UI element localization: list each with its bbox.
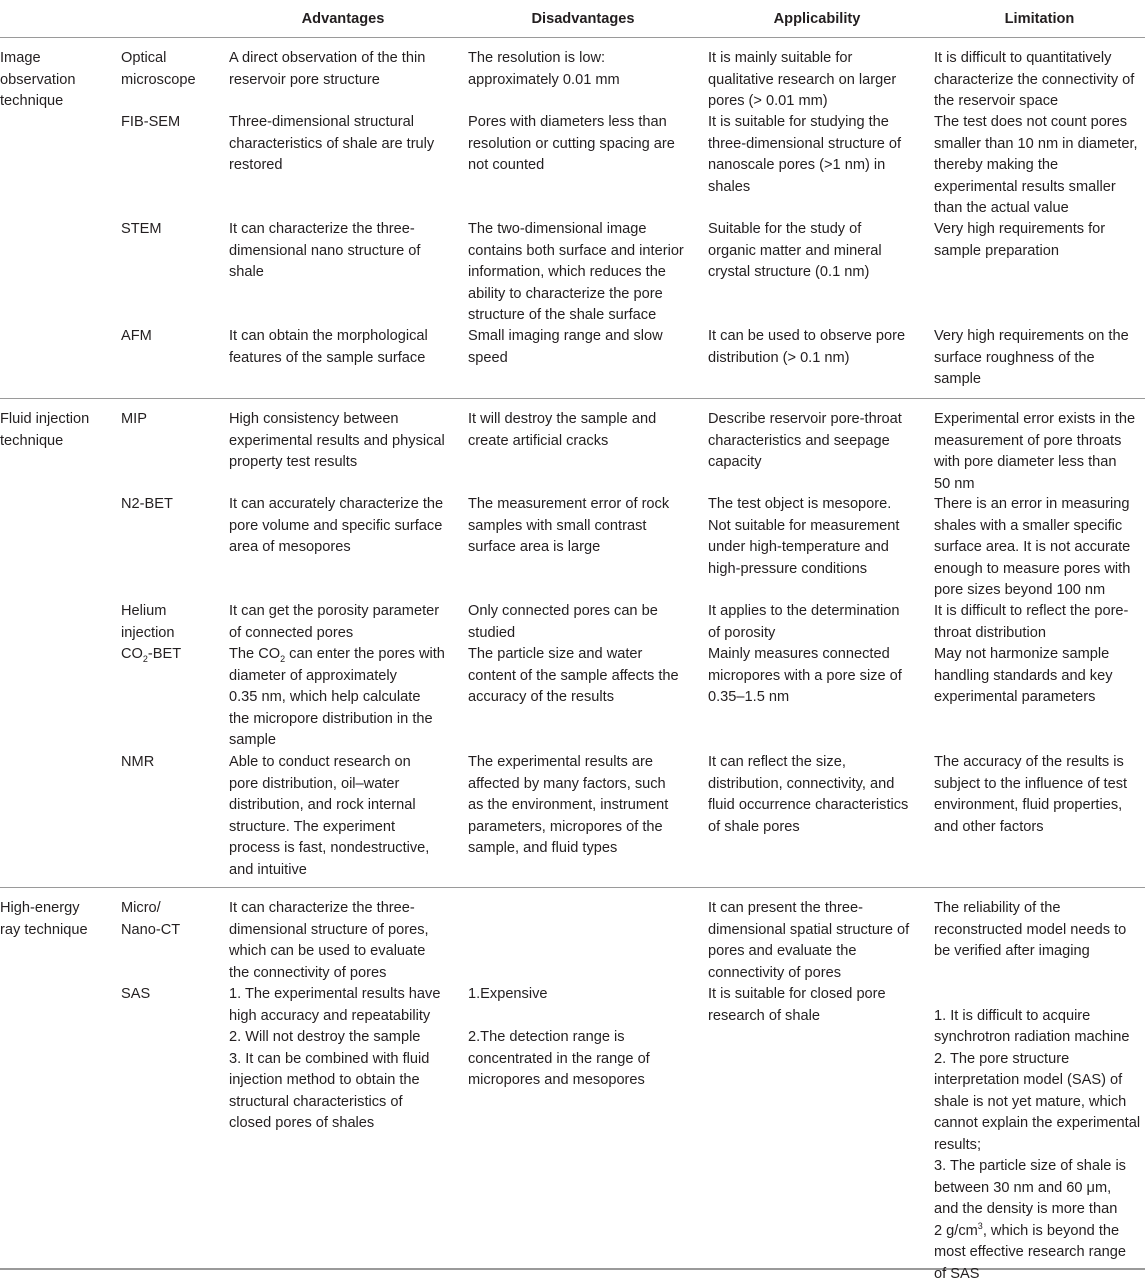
column-header-applicability: Applicability	[773, 11, 861, 27]
advantages-cell: It can characterize the three- dimensional nano structure of shale	[229, 221, 421, 280]
column-header-advantages: Advantages	[301, 11, 385, 27]
advantages-cell: It can accurately characterize the pore volume and specific surface area of mesopores	[229, 496, 444, 555]
applicability-cell: It can present the three- dimensional spatial structure of pores and evaluate the connectivity of pores	[708, 900, 910, 981]
applicability-cell: The test object is mesopore. Not suitable for measurement under high-temperature and high-pressure conditions	[708, 496, 900, 577]
applicability-cell: It can reflect the size, distribution, connectivity, and fluid occurrence characteristics of shale pores	[708, 754, 909, 835]
limitation-cell: Very high requirements on the surface roughness of the sample	[934, 328, 1129, 387]
limitation-cell: Experimental error exists in the measurement of pore throats with pore diameter less than 50 nm	[934, 411, 1136, 492]
category-fluid-injection: Fluid injection technique	[0, 411, 90, 449]
method-cell: NMR	[121, 754, 155, 770]
method-cell: Micro/ Nano-CT	[121, 900, 181, 938]
advantages-cell: Able to conduct research on pore distribution, oil–water distribution, and rock internal structure. The experiment process is fast, nondestructive, and intuitive	[229, 754, 430, 878]
method-cell: FIB-SEM	[121, 114, 181, 130]
applicability-cell: Mainly measures connected micropores with a pore size of 0.35–1.5 nm	[708, 646, 902, 705]
disadvantages-cell: 1.Expensive	[468, 986, 548, 1002]
limitation-cell: It is difficult to quantitatively characterize the connectivity of the reservoir space	[934, 50, 1135, 109]
disadvantages-cell: The experimental results are affected by many factors, such as the environment, instrument parameters, micropores of the sample, and fluid types	[468, 754, 669, 856]
applicability-cell: Describe reservoir pore-throat characteristics and seepage capacity	[708, 411, 902, 470]
applicability-cell: Suitable for the study of organic matter and mineral crystal structure (0.1 nm)	[708, 221, 882, 280]
method-cell: Optical microscope	[121, 50, 196, 88]
limitation-cell: Very high requirements for sample preparation	[934, 221, 1106, 259]
category-image-observation: Image observation technique	[0, 50, 76, 109]
method-cell: SAS	[121, 986, 151, 1002]
category-high-energy-ray: High-energy ray technique	[0, 900, 88, 938]
method-cell: Helium injection	[121, 603, 175, 641]
applicability-cell: It can be used to observe pore distribution (> 0.1 nm)	[708, 328, 906, 366]
applicability-cell: It is mainly suitable for qualitative research on larger pores (> 0.01 mm)	[708, 50, 897, 109]
method-cell: $CO_2$-BET	[121, 646, 182, 664]
advantages-cell: High consistency between experimental results and physical property test results	[229, 411, 445, 470]
advantages-cell: It can obtain the morphological features of the sample surface	[229, 328, 428, 366]
applicability-cell: It is suitable for studying the three-dimensional structure of nanoscale pores (>1 nm) in shales	[708, 114, 902, 195]
disadvantages-cell: Pores with diameters less than resolution or cutting spacing are not counted	[468, 114, 675, 173]
limitation-cell: May not harmonize sample handling standards and key experimental parameters	[934, 646, 1113, 705]
header-rule	[0, 37, 1145, 38]
limitation-cell: It is difficult to reflect the pore- throat distribution	[934, 603, 1129, 641]
limitation-cell: There is an error in measuring shales with a smaller specific surface area. It is not accurate enough to measure pores with pore sizes beyond 100 nm	[934, 496, 1131, 598]
disadvantages-cell: The measurement error of rock samples with small contrast surface area is large	[468, 496, 670, 555]
advantages-cell: 1. The experimental results have high accuracy and repeatability 2. Will not destroy the sample 3. It can be combined with fluid injection method to obtain the structural characteristics of closed pores of shales	[229, 986, 441, 1131]
disadvantages-cell: 2.The detection range is concentrated in the range of micropores and mesopores	[468, 1029, 650, 1088]
limitation-cell: The reliability of the reconstructed model needs to be verified after imaging	[934, 900, 1127, 959]
method-cell: N2-BET	[121, 496, 173, 512]
disadvantages-cell: It will destroy the sample and create artificial cracks	[468, 411, 657, 449]
method-cell: MIP	[121, 411, 147, 427]
group-divider	[0, 887, 1145, 888]
limitation-cell: The accuracy of the results is subject to the influence of test environment, fluid properties, and other factors	[934, 754, 1128, 835]
applicability-cell: It is suitable for closed pore research of shale	[708, 986, 886, 1024]
column-header-disadvantages: Disadvantages	[531, 11, 635, 27]
method-cell: STEM	[121, 221, 162, 237]
limitation-cell: 1. It is difficult to acquire synchrotron radiation machine 2. The pore structure interpretation model (SAS) of shale is not yet mature, which cannot explain the experimental results; 3. The particle size of shale is between 30 nm and 60 μm, and the density is more than 2 $g/cm^3$, which is beyond the most effective research range of SAS	[934, 1007, 1141, 1282]
applicability-cell: It applies to the determination of porosity	[708, 603, 900, 641]
column-header-limitation: Limitation	[1004, 11, 1075, 27]
advantages-cell: It can characterize the three- dimensional structure of pores, which can be used to evaluate the connectivity of pores	[229, 900, 429, 981]
disadvantages-cell: The resolution is low: approximately 0.01 mm	[468, 50, 620, 88]
disadvantages-cell: Only connected pores can be studied	[468, 603, 658, 641]
disadvantages-cell: The particle size and water content of the sample affects the accuracy of the results	[468, 646, 679, 705]
advantages-cell: A direct observation of the thin reservoir pore structure	[229, 50, 426, 88]
disadvantages-cell: The two-dimensional image contains both surface and interior information, which reduces the ability to characterize the pore structure of the shale surface	[468, 221, 684, 323]
advantages-cell: Three-dimensional structural characteristics of shale are truly restored	[229, 114, 435, 173]
method-cell: AFM	[121, 328, 152, 344]
disadvantages-cell: Small imaging range and slow speed	[468, 328, 663, 366]
advantages-cell: The $CO_2$ can enter the pores with diameter of approximately 0.35 nm, which help calculate the micropore distribution in the sample	[229, 646, 445, 748]
group-divider	[0, 398, 1145, 399]
advantages-cell: It can get the porosity parameter of connected pores	[229, 603, 440, 641]
limitation-cell: The test does not count pores smaller than 10 nm in diameter, thereby making the experimental results smaller than the actual value	[934, 114, 1138, 216]
